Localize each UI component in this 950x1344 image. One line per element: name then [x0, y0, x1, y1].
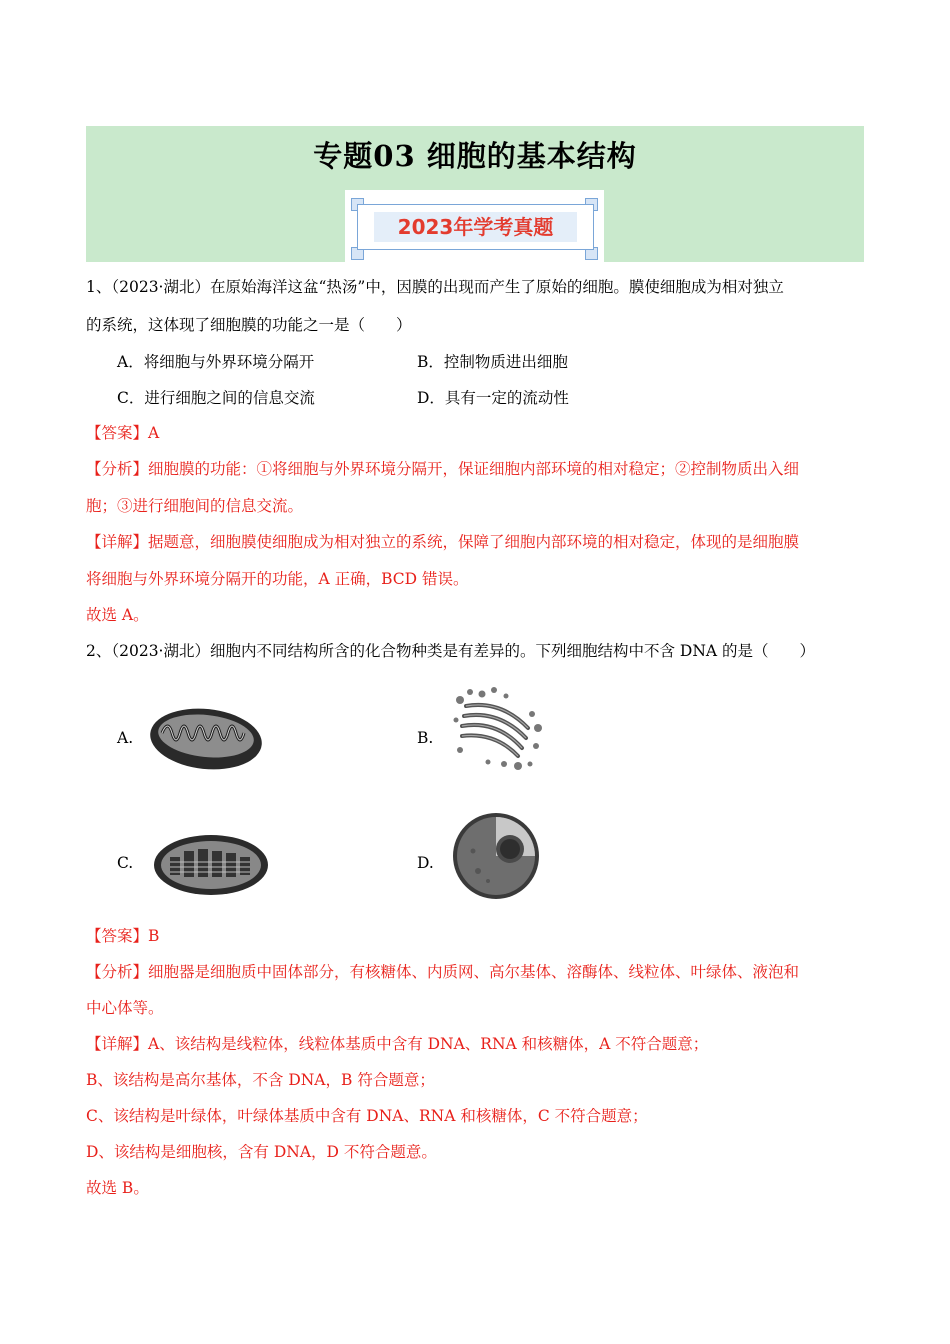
q2-detail-line-4: D、该结构是细胞核，含有 DNA，D 不符合题意。: [86, 1143, 437, 1161]
q1-option-b: B．控制物质进出细胞: [417, 353, 568, 371]
q2-stem: 2、（2023·湖北）细胞内不同结构所含的化合物种类是有差异的。下列细胞结构中不含 DNA 的是（ ）: [86, 642, 816, 660]
q1-detail-line-1: 【详解】据题意，细胞膜使细胞成为相对独立的系统，保障了细胞内部环境的相对稳定，体现的是细胞膜: [86, 533, 800, 551]
q1-analysis-line-2: 胞；③进行细胞间的信息交流。: [86, 497, 304, 515]
golgi-apparatus-image: [448, 684, 548, 774]
q1-stem-line-2: 的系统，这体现了细胞膜的功能之一是（ ）: [86, 316, 412, 334]
nucleus-image: [448, 811, 544, 901]
q2-option-b-label: B.: [417, 729, 434, 747]
title-banner: [86, 126, 864, 262]
q2-detail-line-2: B、该结构是高尔基体，不含 DNA，B 符合题意；: [86, 1071, 435, 1089]
q2-conclusion: 故选 B。: [86, 1179, 149, 1197]
page-title: 专题03 细胞的基本结构: [313, 139, 637, 173]
chloroplast-image: [152, 831, 270, 897]
q1-stem-line-1: 1、（2023·湖北）在原始海洋这盆“热汤”中，因膜的出现而产生了原始的细胞。膜使细胞成为相对独立: [86, 278, 784, 296]
q1-conclusion: 故选 A。: [86, 606, 149, 624]
year-badge: [345, 190, 604, 262]
q2-analysis-line-1: 【分析】细胞器是细胞质中固体部分，有核糖体、内质网、高尔基体、溶酶体、线粒体、叶绿体、液泡和: [86, 963, 800, 981]
q1-analysis-line-1: 【分析】细胞膜的功能：①将细胞与外界环境分隔开，保证细胞内部环境的相对稳定；②控制物质出入细: [86, 460, 800, 478]
q1-option-a: A．将细胞与外界环境分隔开: [117, 353, 315, 371]
q1-detail-line-2: 将细胞与外界环境分隔开的功能，A 正确，BCD 错误。: [86, 570, 469, 588]
q2-option-a-label: A.: [117, 729, 134, 747]
q2-detail-line-1: 【详解】A、该结构是线粒体，线粒体基质中含有 DNA、RNA 和核糖体，A 不符合题意；: [86, 1035, 709, 1053]
q1-option-c: C．进行细胞之间的信息交流: [117, 389, 315, 407]
q1-answer: 【答案】A: [86, 424, 160, 442]
q2-answer: 【答案】B: [86, 927, 160, 945]
q2-analysis-line-2: 中心体等。: [86, 999, 164, 1017]
q2-option-d-label: D.: [417, 854, 434, 872]
mitochondrion-image: [148, 703, 266, 775]
q2-option-c-label: C.: [117, 854, 134, 872]
badge-frame: [357, 204, 594, 250]
badge-label: 2023年学考真题: [374, 212, 577, 242]
q2-detail-line-3: C、该结构是叶绿体，叶绿体基质中含有 DNA、RNA 和核糖体，C 不符合题意；: [86, 1107, 648, 1125]
q1-option-d: D．具有一定的流动性: [417, 389, 569, 407]
